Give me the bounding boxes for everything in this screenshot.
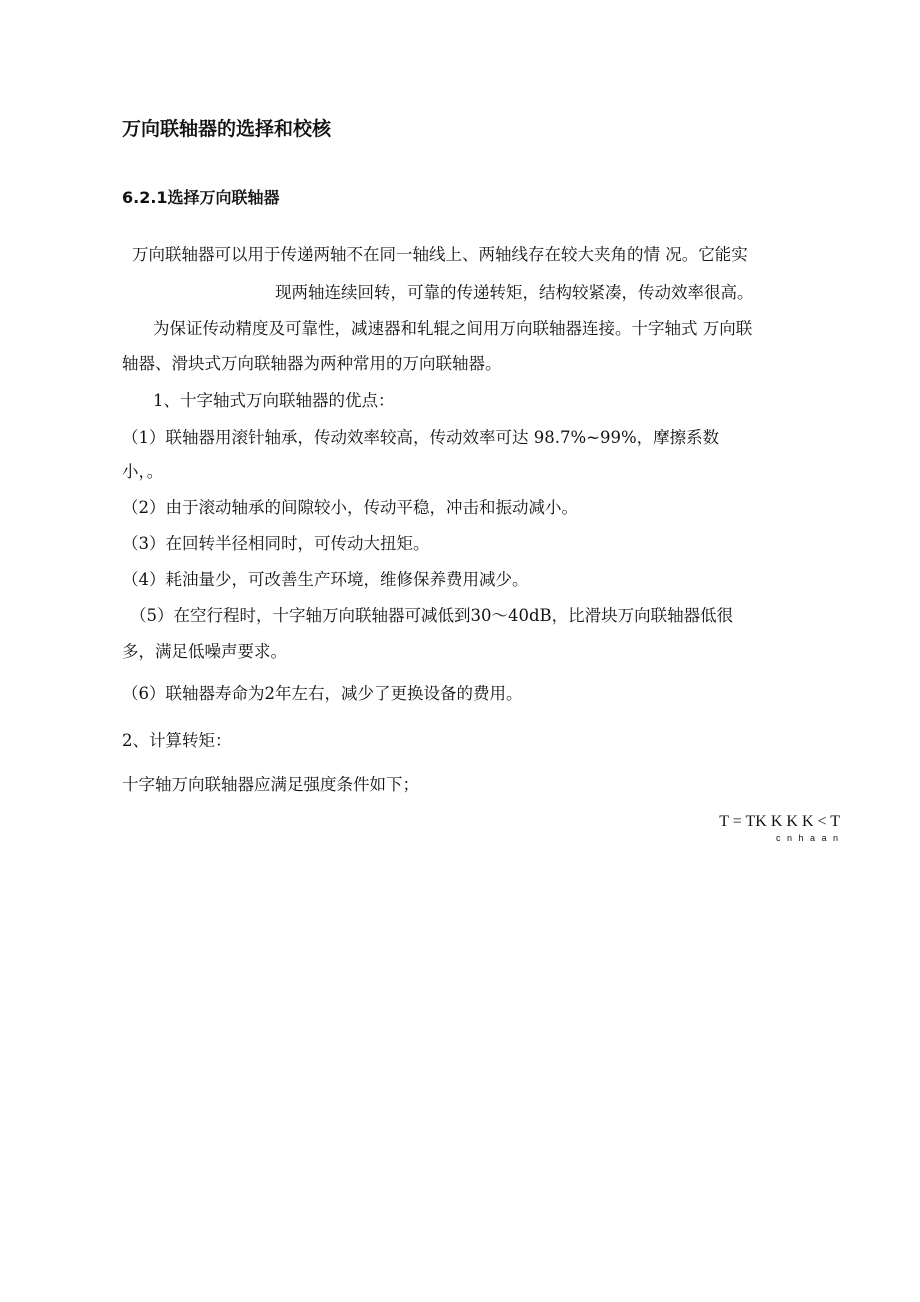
advantage-item-4: （4）耗油量少，可改善生产环境，维修保养费用减少。 (122, 570, 529, 589)
torque-heading: 2、计算转矩： (122, 731, 232, 750)
advantages-heading: 1、十字轴式万向联轴器的优点： (153, 391, 395, 410)
formula-expression: T = TK K K K < T (719, 813, 840, 830)
strength-condition-text: 十字轴万向联轴器应满足强度条件如下； (122, 775, 419, 794)
advantage-item-3: （3）在回转半径相同时，可传动大扭矩。 (122, 534, 430, 553)
advantage-item-5-line-2: 多，满足低噪声要求。 (122, 642, 287, 661)
section-heading: 6.2.1选择万向联轴器 (122, 188, 280, 207)
torque-formula (700, 812, 840, 852)
paragraph-1-line-2: 现两轴连续回转，可靠的传递转矩，结构较紧凑，传动效率很高。 (275, 283, 754, 302)
formula-subscripts: c n h a a n (775, 833, 840, 843)
document-title: 万向联轴器的选择和校核 (122, 118, 332, 140)
advantage-item-1-line-2: 小，。 (122, 462, 164, 481)
advantage-item-6: （6）联轴器寿命为2年左右，减少了更换设备的费用。 (122, 684, 523, 703)
advantage-item-2: （2）由于滚动轴承的间隙较小，传动平稳，冲击和振动减小。 (122, 498, 578, 517)
paragraph-1-line-1: 万向联轴器可以用于传递两轴不在同一轴线上、两轴线存在较大夹角的情 况。它能实 (132, 245, 748, 264)
paragraph-2-line-2: 轴器、滑块式万向联轴器为两种常用的万向联轴器。 (122, 354, 502, 373)
advantage-item-1-line-1: （1）联轴器用滚针轴承，传动效率较高，传动效率可达 98.7%~99%，摩擦系数 (122, 428, 720, 447)
paragraph-2-line-1: 为保证传动精度及可靠性，减速器和轧辊之间用万向联轴器连接。十字轴式 万向联 (153, 319, 753, 338)
advantage-item-5-line-1: （5）在空行程时，十字轴万向联轴器可减低到30〜40dB，比滑块万向联轴器低很 (130, 606, 734, 625)
